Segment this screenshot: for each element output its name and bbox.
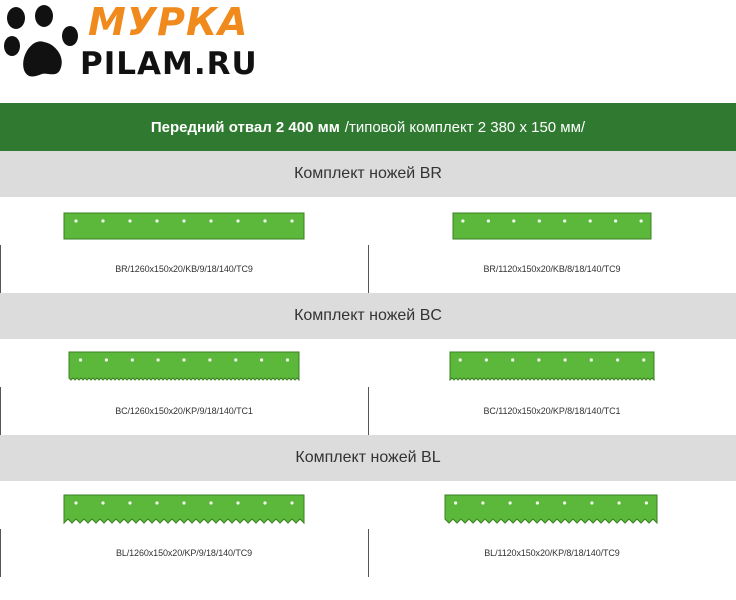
bolt-hole xyxy=(79,358,82,361)
bolt-hole xyxy=(563,501,566,504)
bolt-hole xyxy=(286,358,289,361)
section-header-bc: Комплект ножей BC xyxy=(0,293,736,339)
blade-caption: BR/1120x150x20/KB/8/18/140/TC9 xyxy=(483,264,621,274)
bolt-hole xyxy=(182,358,185,361)
blade-image xyxy=(63,494,307,524)
blade-card[interactable] xyxy=(368,481,736,577)
page-title-banner xyxy=(0,103,736,151)
blade-caption: BR/1260x150x20/KB/9/18/140/TC9 xyxy=(115,264,253,274)
bolt-hole xyxy=(645,501,648,504)
bolt-hole xyxy=(640,219,643,222)
bolt-hole xyxy=(155,501,158,504)
blade-card[interactable] xyxy=(0,339,368,435)
bolt-hole xyxy=(155,219,158,222)
blade-body xyxy=(69,352,299,380)
bolt-hole xyxy=(511,358,514,361)
bolt-hole xyxy=(208,358,211,361)
bolt-hole xyxy=(101,219,104,222)
blade-body xyxy=(453,213,651,239)
bolt-hole xyxy=(461,219,464,222)
blade-row-bc xyxy=(0,339,736,435)
brand-name: МУРКА xyxy=(88,0,249,44)
bolt-hole xyxy=(563,219,566,222)
bolt-hole xyxy=(263,501,266,504)
bolt-hole xyxy=(128,501,131,504)
bolt-hole xyxy=(131,358,134,361)
blade-card[interactable] xyxy=(368,197,736,293)
bolt-hole xyxy=(590,501,593,504)
bolt-hole xyxy=(263,219,266,222)
bolt-hole xyxy=(128,219,131,222)
blade-body xyxy=(64,213,304,239)
blade-image xyxy=(63,212,307,240)
bolt-hole xyxy=(74,219,77,222)
blade-card[interactable] xyxy=(368,339,736,435)
bolt-hole xyxy=(590,358,593,361)
blade-card[interactable] xyxy=(0,481,368,577)
bolt-hole xyxy=(589,219,592,222)
bolt-hole xyxy=(536,501,539,504)
bolt-hole xyxy=(642,358,645,361)
blade-body xyxy=(450,352,654,380)
blade-caption: BL/1260x150x20/KP/9/18/140/TC9 xyxy=(115,548,253,558)
blade-row-br xyxy=(0,197,736,293)
bolt-hole xyxy=(260,358,263,361)
bolt-hole xyxy=(459,358,462,361)
bolt-hole xyxy=(454,501,457,504)
section-header-br: Комплект ножей BR xyxy=(0,151,736,197)
bolt-hole xyxy=(538,219,541,222)
bolt-hole xyxy=(618,501,621,504)
page-subtitle: /типовой комплект 2 380 х 150 мм/ xyxy=(344,118,586,136)
section-header-bl: Комплект ножей BL xyxy=(0,435,736,481)
blade-caption: BC/1120x150x20/KP/8/18/140/TC1 xyxy=(483,406,621,416)
bolt-hole xyxy=(105,358,108,361)
bolt-hole xyxy=(485,358,488,361)
bolt-hole xyxy=(537,358,540,361)
bolt-hole xyxy=(290,219,293,222)
bolt-hole xyxy=(487,219,490,222)
bolt-hole xyxy=(614,219,617,222)
bolt-hole xyxy=(182,219,185,222)
blade-caption: BC/1260x150x20/KP/9/18/140/TC1 xyxy=(115,406,253,416)
paw-icon xyxy=(2,4,80,82)
bolt-hole xyxy=(481,501,484,504)
blade-caption: BL/1120x150x20/KP/8/18/140/TC9 xyxy=(484,548,620,558)
blade-body xyxy=(64,495,304,523)
bolt-hole xyxy=(209,219,212,222)
bolt-hole xyxy=(157,358,160,361)
bolt-hole xyxy=(101,501,104,504)
logo[interactable] xyxy=(0,0,300,90)
bolt-hole xyxy=(564,358,567,361)
bolt-hole xyxy=(209,501,212,504)
bolt-hole xyxy=(512,219,515,222)
blade-row-bl xyxy=(0,481,736,577)
bolt-hole xyxy=(182,501,185,504)
blade-body xyxy=(445,495,657,523)
brand-domain: PILAM.RU xyxy=(80,46,258,82)
bolt-hole xyxy=(234,358,237,361)
bolt-hole xyxy=(74,501,77,504)
bolt-hole xyxy=(616,358,619,361)
bolt-hole xyxy=(236,501,239,504)
bolt-hole xyxy=(509,501,512,504)
bolt-hole xyxy=(290,501,293,504)
blade-image xyxy=(452,212,654,240)
bolt-hole xyxy=(236,219,239,222)
blade-image xyxy=(444,494,660,524)
blade-image xyxy=(449,351,657,381)
page-title: Передний отвал 2 400 мм xyxy=(150,118,340,136)
blade-image xyxy=(68,351,302,381)
blade-card[interactable] xyxy=(0,197,368,293)
